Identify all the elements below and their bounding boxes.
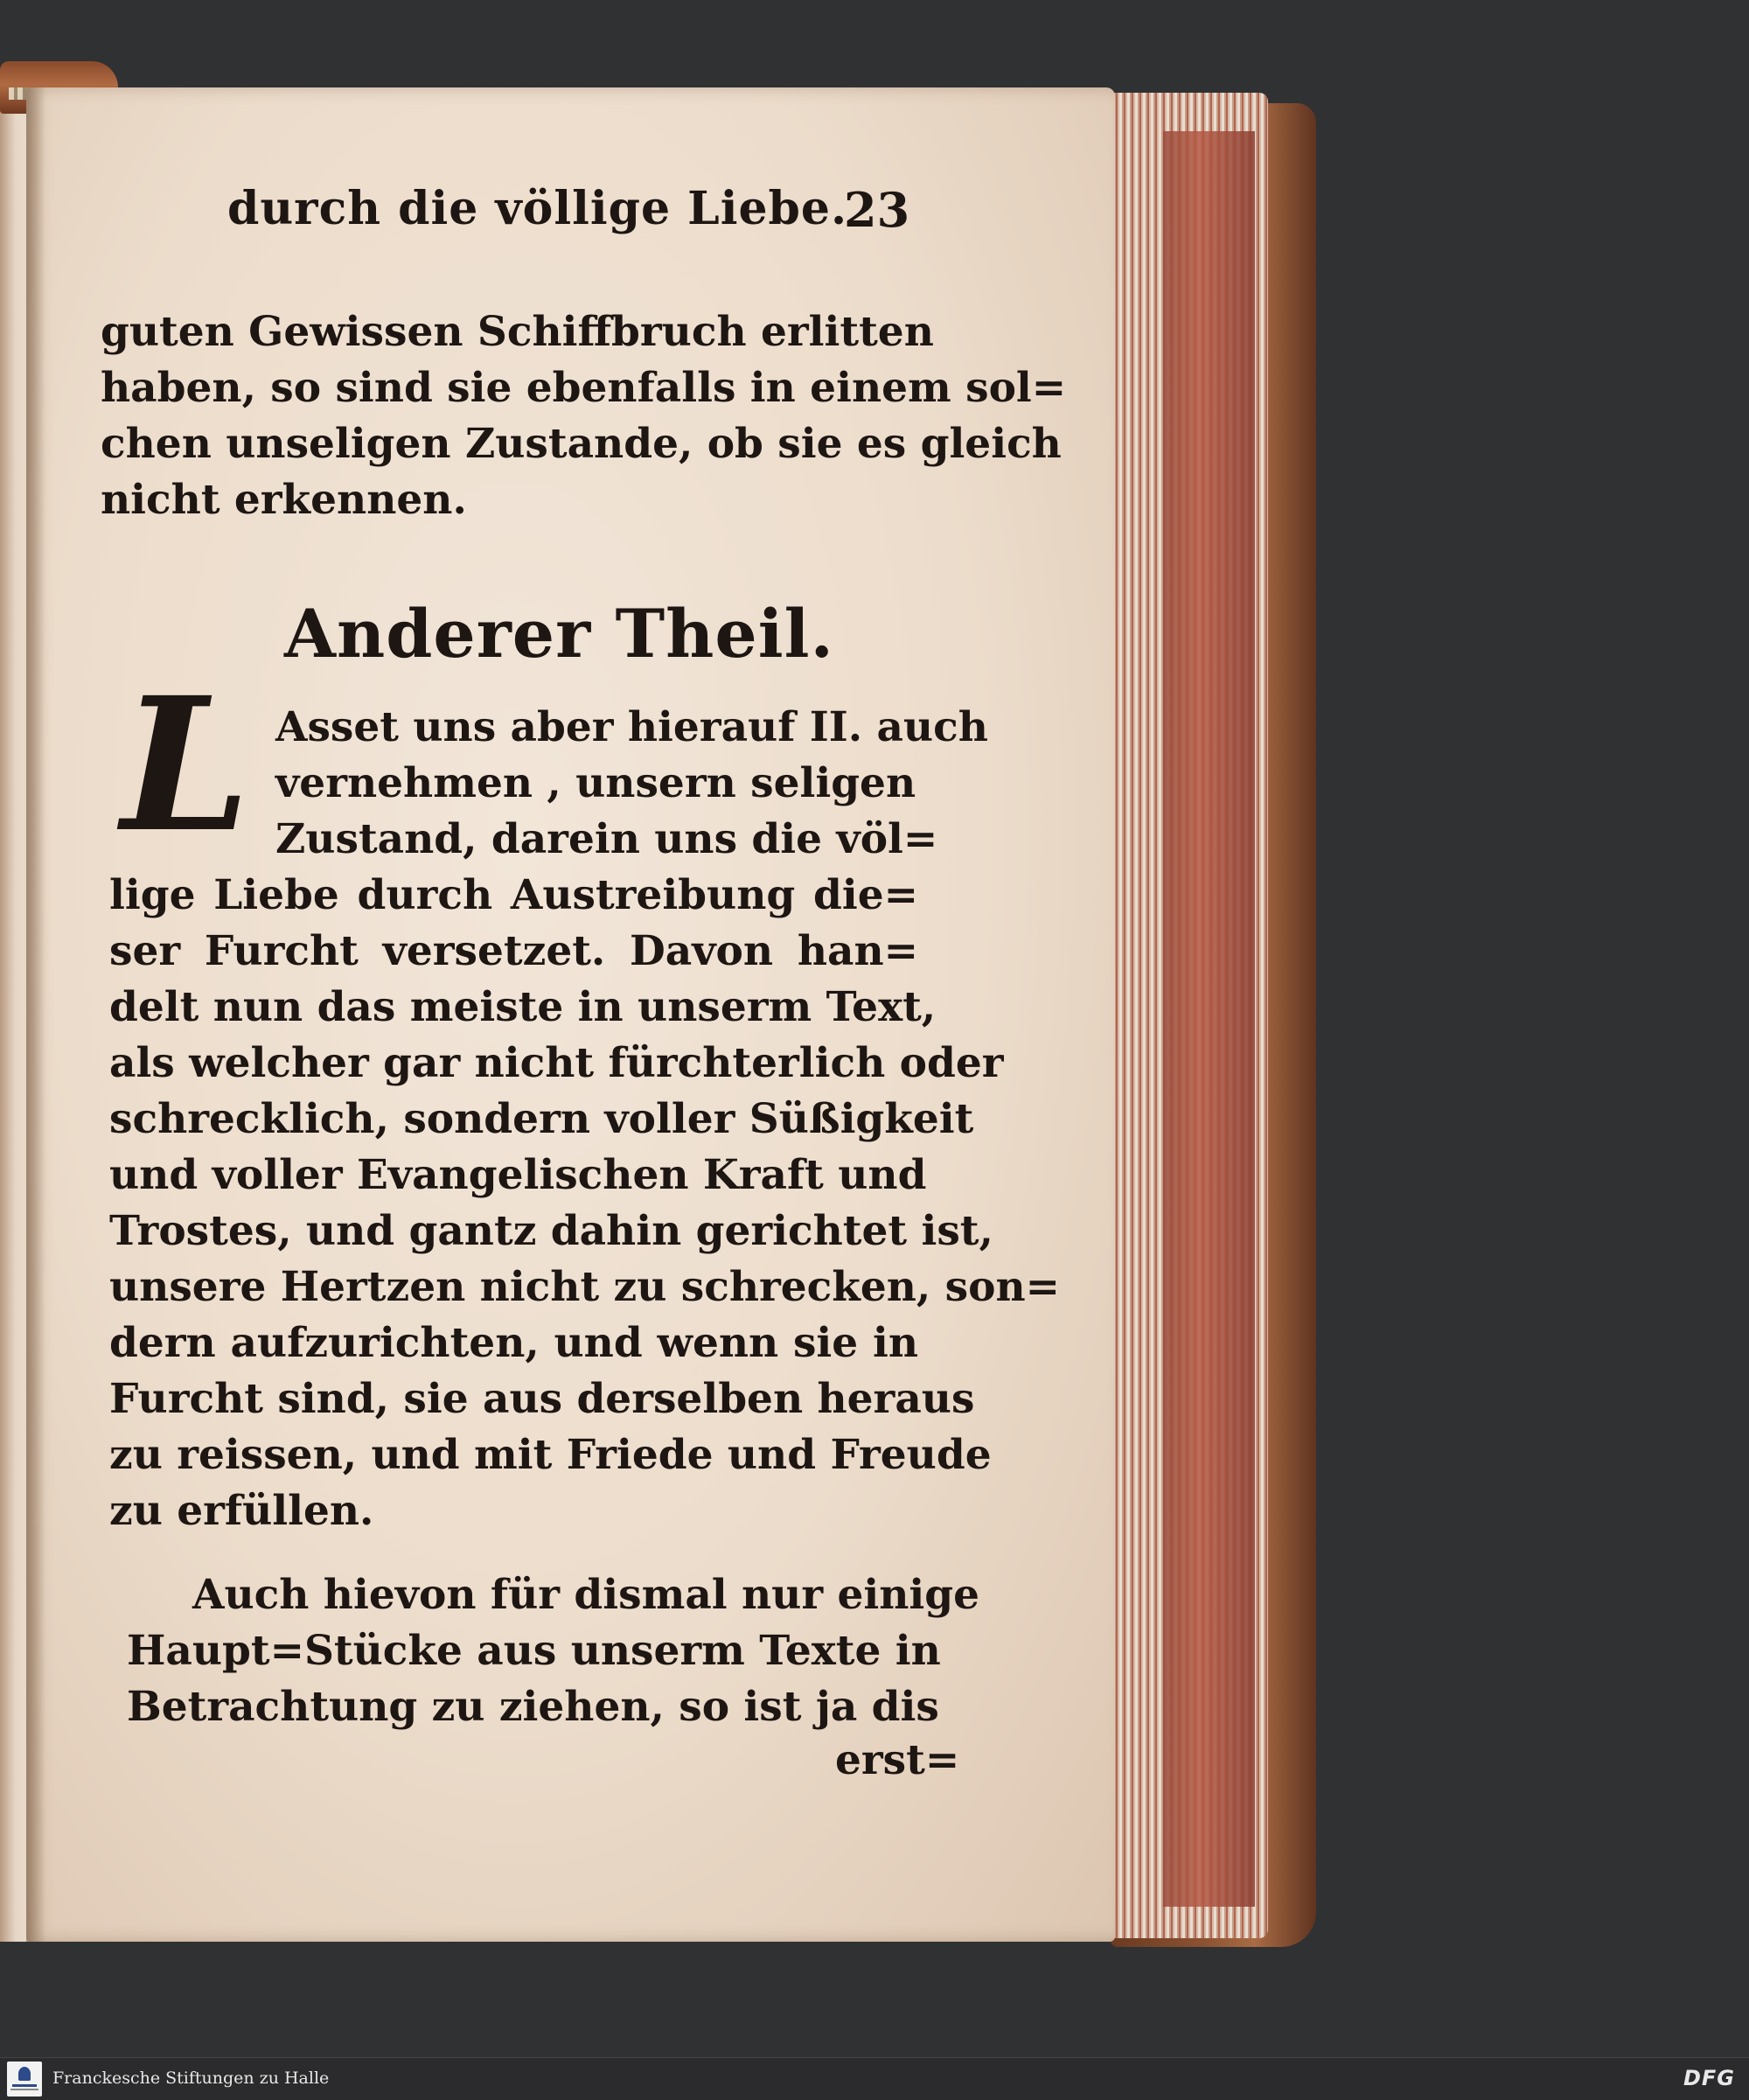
text-line: ser Furcht versetzet. Davon han= <box>109 927 918 975</box>
paragraph-2 <box>109 868 1061 1539</box>
text-line: chen unseligen Zustande, ob sie es gleich <box>101 420 1062 468</box>
text-line: dern aufzurichten, und wenn sie in <box>109 1319 918 1367</box>
dfg-logo[interactable]: DFG <box>1683 2066 1735 2090</box>
text-line: Haupt=Stücke aus unserm Texte in <box>127 1627 941 1675</box>
institution-logo-icon[interactable] <box>7 2062 42 2097</box>
text-line: Trostes, und gantz dahin gerichtet ist, <box>109 1207 993 1255</box>
text-line: als welcher gar nicht fürchterlich oder <box>109 1039 1004 1087</box>
text-line: Auch hievon für dismal nur einige <box>192 1571 980 1619</box>
text-line: Asset uns aber hierauf II. auch <box>275 703 988 751</box>
text-line: lige Liebe durch Austreibung die= <box>109 871 918 919</box>
text-line: und voller Evangelischen Kraft und <box>109 1151 927 1199</box>
page-gutter-shadow <box>26 87 45 1942</box>
text-line: Zustand, darein uns die völ= <box>275 815 938 863</box>
text-line: vernehmen , unsern seligen <box>275 759 916 807</box>
paragraph-2-cap-lines <box>275 700 988 868</box>
paragraph-1 <box>101 304 1067 528</box>
text-line: guten Gewissen Schiffbruch erlitten <box>101 308 934 356</box>
text-line: unsere Hertzen nicht zu schrecken, son= <box>109 1263 1061 1311</box>
viewer-footer-bar <box>0 2057 1749 2100</box>
red-edge-gilding <box>1163 131 1255 1907</box>
drop-cap-initial: L <box>121 657 251 873</box>
section-heading: Anderer Theil. <box>284 595 834 673</box>
catchword: erst= <box>835 1736 960 1784</box>
text-line: schrecklich, sondern voller Süßigkeit <box>109 1095 974 1143</box>
page-number: 23 <box>844 182 910 238</box>
paragraph-3 <box>127 1567 980 1735</box>
running-head: durch die völlige Liebe. <box>227 182 848 235</box>
text-line: delt nun das meiste in unserm Text, <box>109 983 937 1031</box>
text-line: Furcht sind, sie aus derselben heraus <box>109 1375 975 1423</box>
text-line: zu erfüllen. <box>109 1487 374 1535</box>
text-line: zu reissen, und mit Friede und Freude <box>109 1431 992 1479</box>
text-line: haben, so sind sie ebenfalls in einem sol= <box>101 364 1067 412</box>
text-line: nicht erkennen. <box>101 476 467 524</box>
institution-name[interactable]: Franckesche Stiftungen zu Halle <box>52 2069 330 2088</box>
text-line: Betrachtung zu ziehen, so ist ja dis <box>127 1683 939 1731</box>
